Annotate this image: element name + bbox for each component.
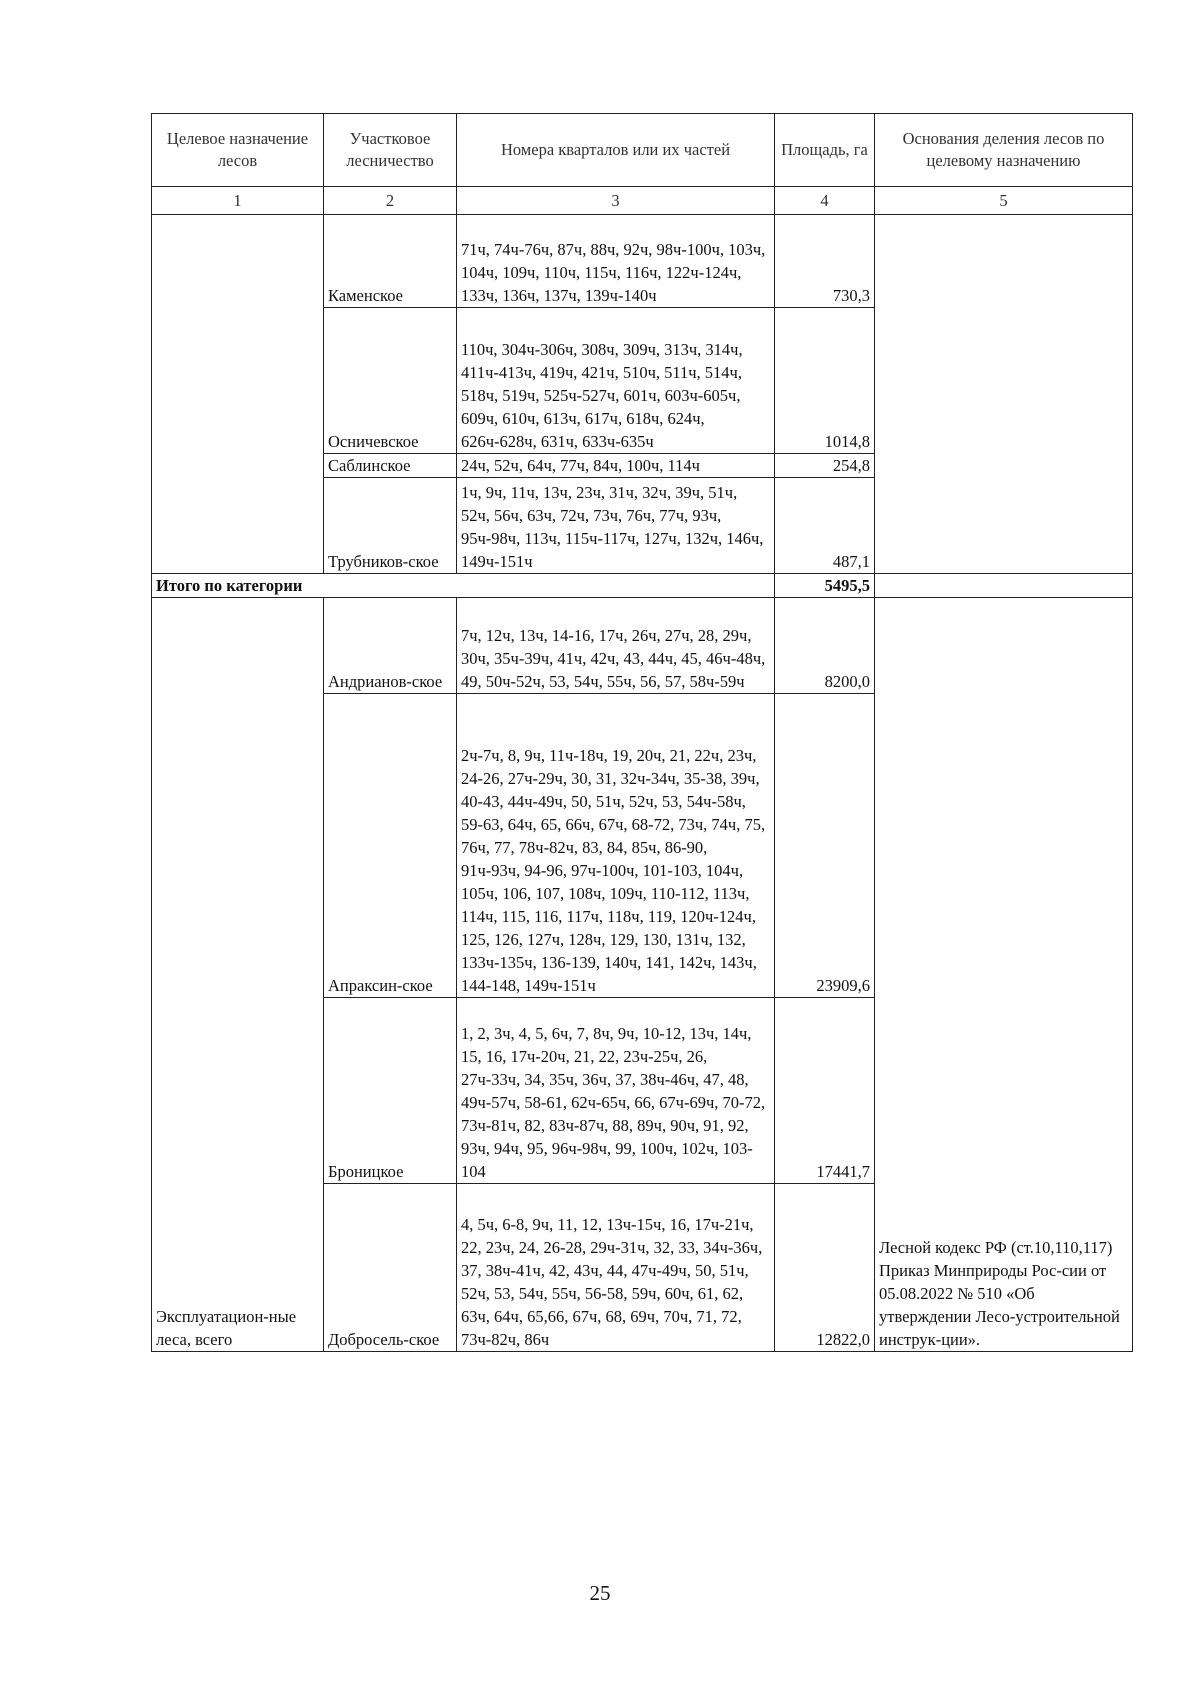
district-cell: Апраксин-ское [324, 694, 457, 998]
header-district: Участковое лесничество [324, 114, 457, 187]
area-cell: 23909,6 [775, 694, 875, 998]
column-number: 1 [152, 187, 324, 215]
purpose-cell: Эксплуатацион-ные леса, всего [152, 598, 324, 1352]
quarters-cell: 71ч, 74ч-76ч, 87ч, 88ч, 92ч, 98ч-100ч, 103ч, 104ч, 109ч, 110ч, 115ч, 116ч, 122ч-124ч, 133ч, 136ч, 137ч, 139ч-140ч [457, 215, 775, 308]
column-number: 3 [457, 187, 775, 215]
header-purpose: Целевое назначение лесов [152, 114, 324, 187]
area-cell: 12822,0 [775, 1184, 875, 1352]
district-cell: Броницкое [324, 998, 457, 1184]
area-cell: 487,1 [775, 478, 875, 574]
basis-cell: Лесной кодекс РФ (ст.10,110,117) Приказ Минприроды Рос-сии от 05.08.2022 № 510 «Об утверждении Лесо-устроительной инструк-ции». [875, 598, 1133, 1352]
basis-cell-empty [875, 215, 1133, 574]
category-total-row [152, 574, 1133, 598]
district-cell: Трубников-ское [324, 478, 457, 574]
page-number: 25 [589, 1581, 611, 1605]
district-cell: Андрианов-ское [324, 598, 457, 694]
column-number: 2 [324, 187, 457, 215]
forest-purpose-table [151, 113, 1133, 1352]
district-cell: Добросель-ское [324, 1184, 457, 1352]
area-cell: 730,3 [775, 215, 875, 308]
total-area: 5495,5 [775, 574, 875, 598]
total-spacer [457, 574, 775, 598]
district-cell: Осничевское [324, 308, 457, 454]
header-basis: Основания деления лесов по целевому назначению [875, 114, 1133, 187]
quarters-cell: 110ч, 304ч-306ч, 308ч, 309ч, 313ч, 314ч, 411ч-413ч, 419ч, 421ч, 510ч, 511ч, 514ч, 518ч, 519ч, 525ч-527ч, 601ч, 603ч-605ч, 609ч, 610ч, 613ч, 617ч, 618ч, 624ч, 626ч-628ч, 631ч, 633ч-635ч [457, 308, 775, 454]
quarters-cell: 1ч, 9ч, 11ч, 13ч, 23ч, 31ч, 32ч, 39ч, 51ч, 52ч, 56ч, 63ч, 72ч, 73ч, 76ч, 77ч, 93ч, 95ч-98ч, 113ч, 115ч-117ч, 127ч, 132ч, 146ч, 149ч-151ч [457, 478, 775, 574]
purpose-cell-empty [152, 215, 324, 574]
area-cell: 254,8 [775, 454, 875, 478]
quarters-cell: 2ч-7ч, 8, 9ч, 11ч-18ч, 19, 20ч, 21, 22ч, 23ч, 24-26, 27ч-29ч, 30, 31, 32ч-34ч, 35-38, 39ч, 40-43, 44ч-49ч, 50, 51ч, 52ч, 53, 54ч-58ч, 59-63, 64ч, 65, 66ч, 67ч, 68-72, 73ч, 74ч, 75, 76ч, 77, 78ч-82ч, 83, 84, 85ч, 86-90, 91ч-93ч, 94-96, 97ч-100ч, 101-103, 104ч, 105ч, 106, 107, 108ч, 109ч, 110-112, 113ч, 114ч, 115, 116, 117ч, 118ч, 119, 120ч-124ч, 125, 126, 127ч, 128ч, 129, 130, 131ч, 132, 133ч-135ч, 136-139, 140ч, 141, 142ч, 143ч, 144-148, 149ч-151ч [457, 694, 775, 998]
table-row [152, 598, 1133, 694]
area-cell: 8200,0 [775, 598, 875, 694]
quarters-cell: 4, 5ч, 6-8, 9ч, 11, 12, 13ч-15ч, 16, 17ч-21ч, 22, 23ч, 24, 26-28, 29ч-31ч, 32, 33, 34ч-36ч, 37, 38ч-41ч, 42, 43ч, 44, 47ч-49ч, 50, 51ч, 52ч, 53, 54ч, 55ч, 56-58, 59ч, 60ч, 61, 62, 63ч, 64ч, 65,66, 67ч, 68, 69ч, 70ч, 71, 72, 73ч-82ч, 86ч [457, 1184, 775, 1352]
area-cell: 1014,8 [775, 308, 875, 454]
total-label: Итого по категории [152, 574, 457, 598]
column-number: 4 [775, 187, 875, 215]
column-number: 5 [875, 187, 1133, 215]
table-header-row [152, 114, 1133, 187]
header-quarters: Номера кварталов или их частей [457, 114, 775, 187]
column-numbers-row [152, 187, 1133, 215]
area-cell: 17441,7 [775, 998, 875, 1184]
total-basis-empty [875, 574, 1133, 598]
quarters-cell: 24ч, 52ч, 64ч, 77ч, 84ч, 100ч, 114ч [457, 454, 775, 478]
quarters-cell: 1, 2, 3ч, 4, 5, 6ч, 7, 8ч, 9ч, 10-12, 13ч, 14ч, 15, 16, 17ч-20ч, 21, 22, 23ч-25ч, 26, 27ч-33ч, 34, 35ч, 36ч, 37, 38ч-46ч, 47, 48, 49ч-57ч, 58-61, 62ч-65ч, 66, 67ч-69ч, 70-72, 73ч-81ч, 82, 83ч-87ч, 88, 89ч, 90ч, 91, 92, 93ч, 94ч, 95, 96ч-98ч, 99, 100ч, 102ч, 103-104 [457, 998, 775, 1184]
district-cell: Саблинское [324, 454, 457, 478]
quarters-cell: 7ч, 12ч, 13ч, 14-16, 17ч, 26ч, 27ч, 28, 29ч, 30ч, 35ч-39ч, 41ч, 42ч, 43, 44ч, 45, 46ч-48ч, 49, 50ч-52ч, 53, 54ч, 55ч, 56, 57, 58ч-59ч [457, 598, 775, 694]
header-area: Площадь, га [775, 114, 875, 187]
district-cell: Каменское [324, 215, 457, 308]
table-row [152, 215, 1133, 308]
